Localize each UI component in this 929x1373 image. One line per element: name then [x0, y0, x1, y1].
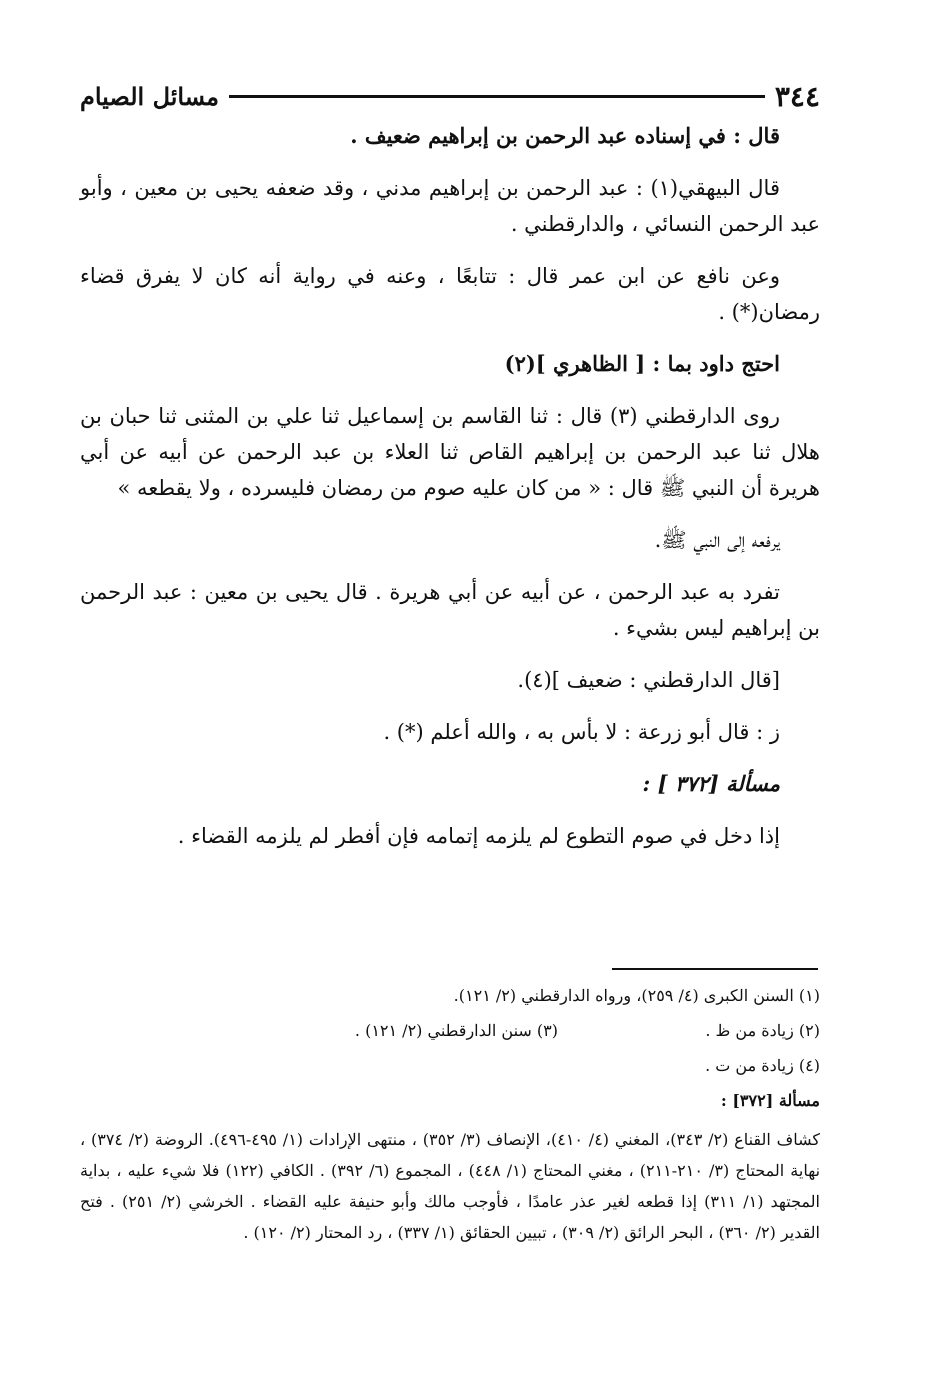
page-header	[80, 76, 820, 116]
page-title: مسائل الصيام	[80, 81, 219, 111]
footnote-1: (١) السنن الكبرى (٤/ ٢٥٩)، ورواه الدارقطني (٢/ ١٢١).	[453, 986, 820, 1005]
footnote-2: (٢) زيادة من ظ .	[705, 1021, 820, 1040]
paragraph: قال : في إسناده عبد الرحمن بن إبراهيم ضعيف .	[350, 123, 780, 148]
paragraph: قال البيهقي(١) : عبد الرحمن بن إبراهيم مدني ، وقد ضعفه يحيى بن معين ، وأبو عبد الرحمن النسائي ، والدارقطني .	[80, 176, 820, 236]
main-text	[80, 118, 820, 870]
footnote-rule	[612, 968, 818, 970]
paragraph: روى الدارقطني (٣) قال : ثنا القاسم بن إسماعيل ثنا علي بن المثنى ثنا حبان بن هلال ثنا عبد الرحمن بن إبراهيم القاص ثنا العلاء بن عبد الرحمن عن أبيه عن أبي هريرة أن النبي ﷺ قال : « من كان عليه صوم من رمضان فليسرده ، ولا يقطعه »	[80, 404, 820, 500]
footnote-3: (٣) سنن الدارقطني (٢/ ١٢١) .	[354, 1021, 558, 1040]
issue-heading: مسألة [٣٧٢ ] :	[642, 771, 780, 796]
header-rule	[229, 95, 765, 98]
footnotes	[80, 982, 820, 1248]
paragraph: إذا دخل في صوم التطوع لم يلزمه إتمامه فإن أفطر لم يلزمه القضاء .	[177, 824, 780, 848]
paragraph: [قال الدارقطني : ضعيف ](٤).	[517, 668, 780, 692]
paragraph: يرفعه إلى النبي ﷺ.	[654, 528, 780, 552]
paragraph: تفرد به عبد الرحمن ، عن أبيه عن أبي هريرة . قال يحيى بن معين : عبد الرحمن بن إبراهيم ليس بشيء .	[80, 580, 820, 640]
issue-sources: كشاف القناع (٢/ ٣٤٣)، المغني (٤/ ٤١٠)، الإنصاف (٣/ ٣٥٢) ، منتهى الإرادات (١/ ٤٩٥-٤٩٦). الروضة (٢/ ٣٧٤) ، نهاية المحتاج (٣/ ٢١٠-٢١١) ، مغني المحتاج (١/ ٤٤٨) ، المجموع (٦/ ٣٩٢) . الكافي (١٢٢) فلا شيء عليه ، بداية المجتهد (١/ ٣١١) إذا قطعه لغير عذر عامدًا ، فأوجب مالك وأبو حنيفة عليه القضاء . الخرشي (٢/ ٢٥١) . فتح القدير (٢/ ٣٦٠) ، البحر الرائق (٢/ ٣٠٩) ، تبيين الحقائق (١/ ٣٣٧) ، رد المحتار (٢/ ١٢٠) .	[80, 1130, 821, 1242]
paragraph: احتج داود بما : [ الظاهري ](٢)	[504, 351, 780, 376]
paragraph: وعن نافع عن ابن عمر قال : تتابعًا ، وعنه في رواية أنه كان لا يفرق قضاء رمضان(*) .	[80, 264, 820, 324]
paragraph: ز : قال أبو زرعة : لا بأس به ، والله أعلم (*) .	[383, 720, 780, 744]
footnote-4: (٤) زيادة من ت .	[705, 1056, 820, 1075]
issue-sources-label: مسألة [٣٧٢] :	[720, 1091, 820, 1110]
page-number: ٣٤٤	[774, 79, 820, 113]
